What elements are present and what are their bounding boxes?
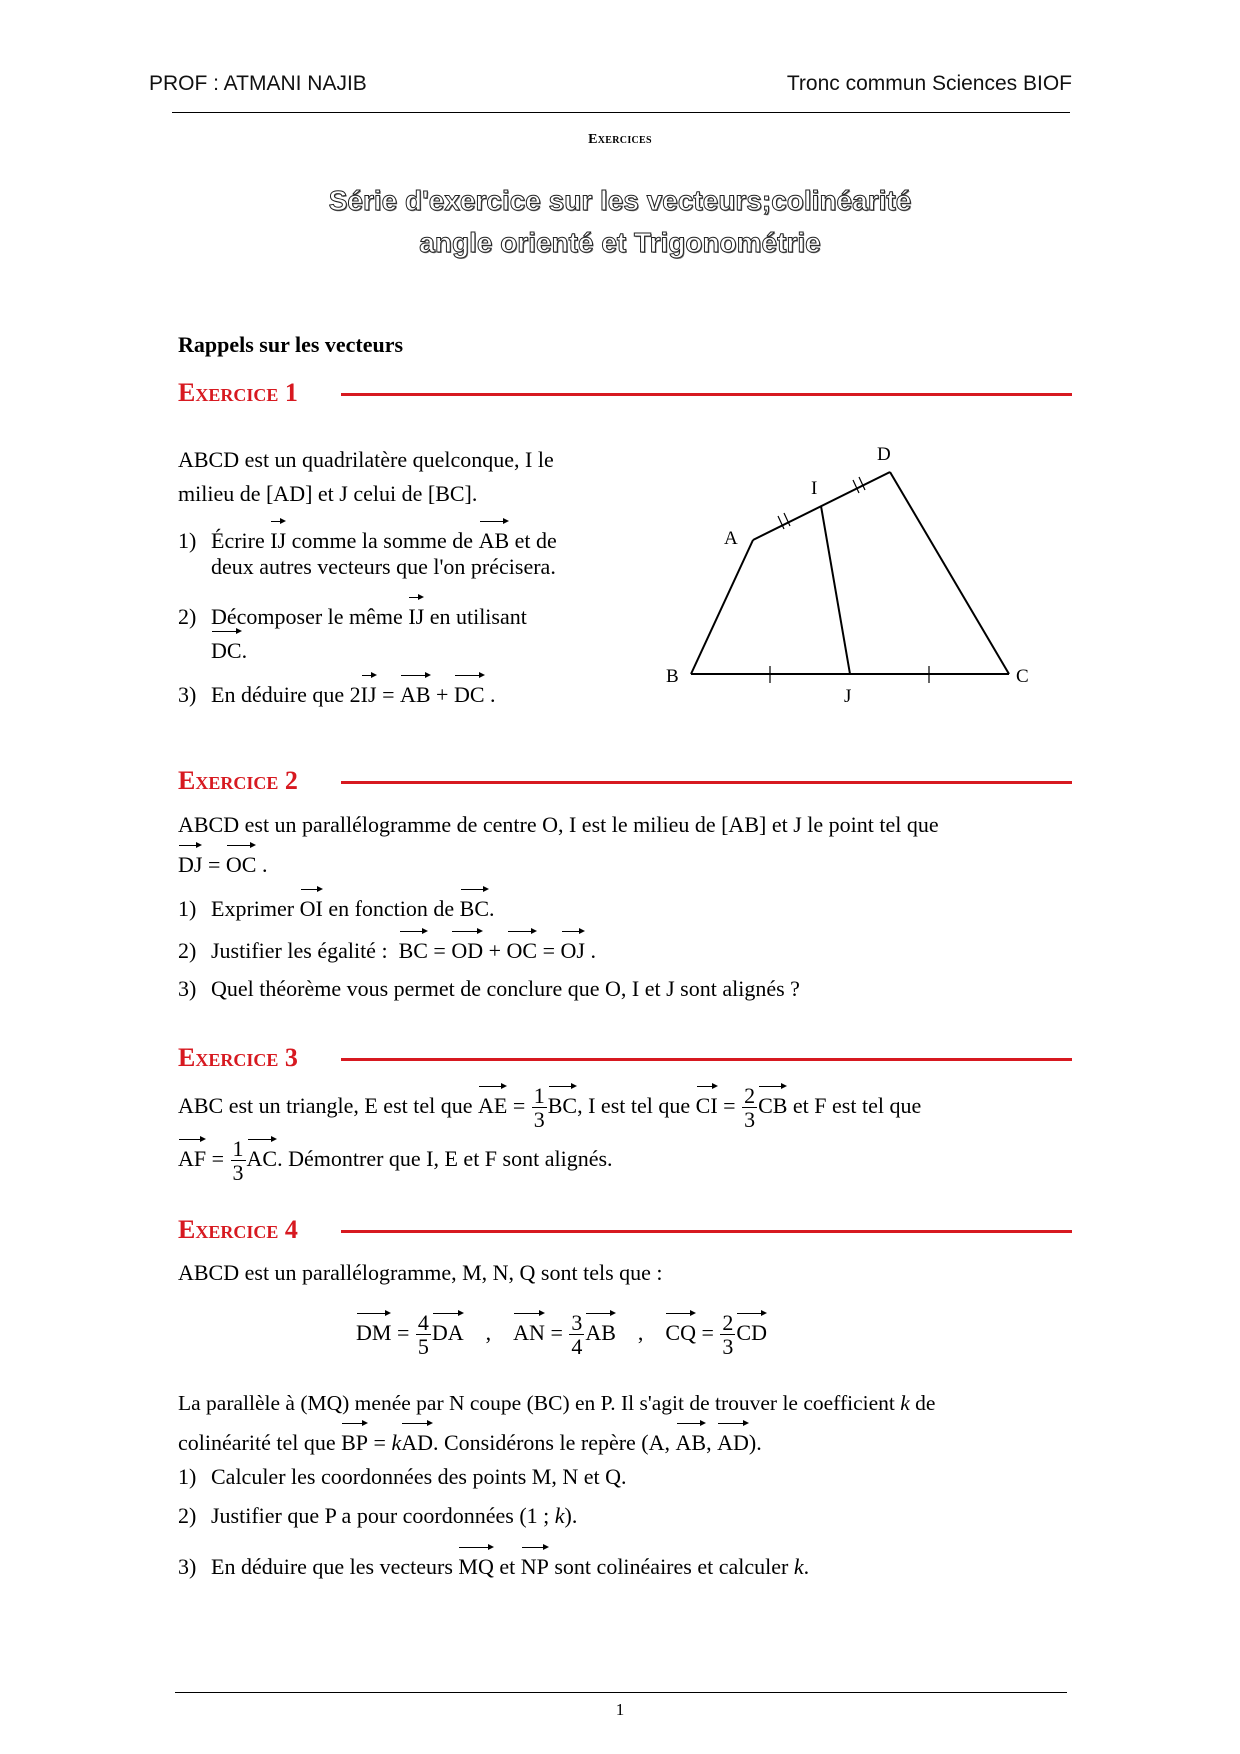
- vector-ae: AE: [478, 1083, 507, 1123]
- vector-cq: CQ: [665, 1310, 696, 1350]
- title-line-1: Série d'exercice sur les vecteurs;colinéarité: [328, 185, 912, 216]
- vector-an: AN: [513, 1310, 545, 1350]
- ex4-question-2: 2) Justifier que P a pour coordonnées (1 ; k).: [178, 1503, 578, 1528]
- ex4-equations: DM = $\frac{4}{5}$ DA , AN = $\frac{3}{4}$ AB , CQ = $\frac{2}{3}$ CD: [356, 1310, 767, 1360]
- vector-oj: OJ: [561, 928, 585, 968]
- label-d: D: [877, 444, 891, 465]
- vector-cd: CD: [736, 1310, 767, 1350]
- vector-od: OD: [451, 928, 483, 968]
- vector-oc: OC: [226, 842, 257, 882]
- fraction-one-third: $\frac{1}{3}$: [533, 1083, 545, 1133]
- vector-bc: BC: [399, 928, 428, 968]
- vector-bc: BC: [548, 1083, 577, 1123]
- header-rule: [172, 112, 1070, 113]
- fraction-two-thirds: $\frac{2}{3}$: [744, 1083, 756, 1133]
- ex4-paragraph-line-1: La parallèle à (MQ) menée par N coupe (BC) en P. Il s'agit de trouver le coefficient k de: [178, 1391, 936, 1415]
- header-class: Tronc commun Sciences BIOF: [786, 72, 1072, 95]
- ex1-question-2-cont: DC.: [211, 628, 247, 668]
- vector-oi: OI: [300, 886, 323, 926]
- fraction-four-fifths: $\frac{4}{5}$: [417, 1310, 429, 1360]
- exercise-3-label: Exercice 3: [178, 1043, 298, 1072]
- footer-rule: [175, 1692, 1067, 1693]
- ex1-intro-line-2: milieu de [AD] et J celui de [BC].: [178, 481, 478, 506]
- vector-dj: DJ: [178, 842, 202, 882]
- tick-marks: [770, 477, 929, 683]
- vector-ab: AB: [676, 1420, 707, 1460]
- ex4-paragraph-line-2: colinéarité tel que BP = kAD. Considérons le repère (A, AB, AD).: [178, 1420, 762, 1460]
- ex2-question-3: 3) Quel théorème vous permet de conclure que O, I et J sont alignés ?: [178, 976, 800, 1001]
- ex2-intro: ABCD est un parallélogramme de centre O, I est le milieu de [AB] et J le point tel que: [178, 812, 939, 837]
- exercise-1-label: Exercice 1: [178, 378, 298, 407]
- ex1-intro-line-1: ABCD est un quadrilatère quelconque, I le: [178, 447, 554, 472]
- vector-bp: BP: [341, 1420, 368, 1460]
- label-c: C: [1016, 666, 1029, 687]
- vector-ij: IJ: [270, 518, 286, 558]
- ex4-question-3: 3) En déduire que les vecteurs MQ et NP sont colinéaires et calculer k.: [178, 1544, 809, 1584]
- vector-dm: DM: [356, 1310, 391, 1350]
- label-b: B: [666, 666, 679, 687]
- title-line-2: angle orienté et Trigonométrie: [419, 227, 821, 258]
- label-j: J: [844, 686, 852, 707]
- vector-ci: CI: [696, 1083, 718, 1123]
- ex1-question-1: 1) Écrire IJ comme la somme de AB et de: [178, 518, 557, 558]
- exercise-1-rule: [341, 393, 1072, 396]
- ex2-intro-cont: DJ = OC .: [178, 842, 267, 882]
- vector-dc: DC: [454, 672, 485, 712]
- vector-da: DA: [432, 1310, 464, 1350]
- vector-bc: BC: [460, 886, 489, 926]
- fraction-one-third: $\frac{1}{3}$: [232, 1136, 244, 1186]
- vector-ab: AB: [585, 1310, 616, 1350]
- ex1-question-3: 3) En déduire que 2IJ = AB + DC .: [178, 672, 496, 712]
- exercise-2-rule: [341, 781, 1072, 784]
- header-author: PROF : ATMANI NAJIB: [149, 72, 367, 95]
- vector-ij: IJ: [408, 594, 424, 634]
- exercise-2-label: Exercice 2: [178, 766, 298, 795]
- fraction-two-thirds: $\frac{2}{3}$: [722, 1310, 734, 1360]
- ex3-line-1: ABC est un triangle, E est tel que AE = $\frac{1}{3}$ BC, I est tel que CI = $\frac{2}{3}$ CB et F est tel que: [178, 1083, 922, 1133]
- vector-oc: OC: [507, 928, 538, 968]
- page-title: [0, 180, 1240, 264]
- label-i: I: [811, 478, 818, 499]
- exercise-4-label: Exercice 4: [178, 1215, 298, 1244]
- vector-cb: CB: [758, 1083, 787, 1123]
- ex1-question-1-cont: deux autres vecteurs que l'on précisera.: [211, 554, 556, 579]
- vector-ad: AD: [717, 1420, 749, 1460]
- exercise-3-rule: [341, 1058, 1072, 1061]
- exercise-3-heading: [178, 1043, 1072, 1073]
- document-label: Exercices: [588, 132, 652, 147]
- exercise-2-heading: [178, 766, 1072, 796]
- section-subtitle: Rappels sur les vecteurs: [178, 332, 404, 357]
- exercise-4-heading: [178, 1215, 1072, 1245]
- vector-ab: AB: [479, 518, 510, 558]
- side-dc: [890, 472, 1009, 674]
- ex3-line-2: AF = $\frac{1}{3}$ AC. Démontrer que I, E et F sont alignés.: [178, 1136, 613, 1186]
- vector-ab: AB: [400, 672, 431, 712]
- vector-ac: AC: [247, 1136, 278, 1176]
- exercise-4-rule: [341, 1230, 1072, 1233]
- ex2-question-2: 2) Justifier les égalité : BC = OD + OC = OJ .: [178, 928, 596, 968]
- ex2-question-1: 1) Exprimer OI en fonction de BC.: [178, 886, 495, 926]
- quadrilateral-figure: [658, 438, 1048, 708]
- fraction-three-quarters: $\frac{3}{4}$: [571, 1310, 583, 1360]
- ex1-question-2: 2) Décomposer le même IJ en utilisant: [178, 594, 527, 634]
- vector-ij: IJ: [361, 672, 377, 712]
- label-a: A: [724, 528, 738, 549]
- ex4-intro: ABCD est un parallélogramme, M, N, Q sont tels que :: [178, 1260, 663, 1285]
- vector-np: NP: [521, 1544, 549, 1584]
- vector-dc: DC: [211, 628, 242, 668]
- vector-af: AF: [178, 1136, 206, 1176]
- vector-mq: MQ: [458, 1544, 493, 1584]
- page-number: 1: [615, 1700, 625, 1719]
- segment-ij: [821, 506, 850, 674]
- vector-ad: AD: [401, 1420, 433, 1460]
- ex4-question-1: 1) Calculer les coordonnées des points M, N et Q.: [178, 1464, 627, 1489]
- exercise-1-heading: [178, 378, 1072, 408]
- side-ba: [691, 540, 753, 674]
